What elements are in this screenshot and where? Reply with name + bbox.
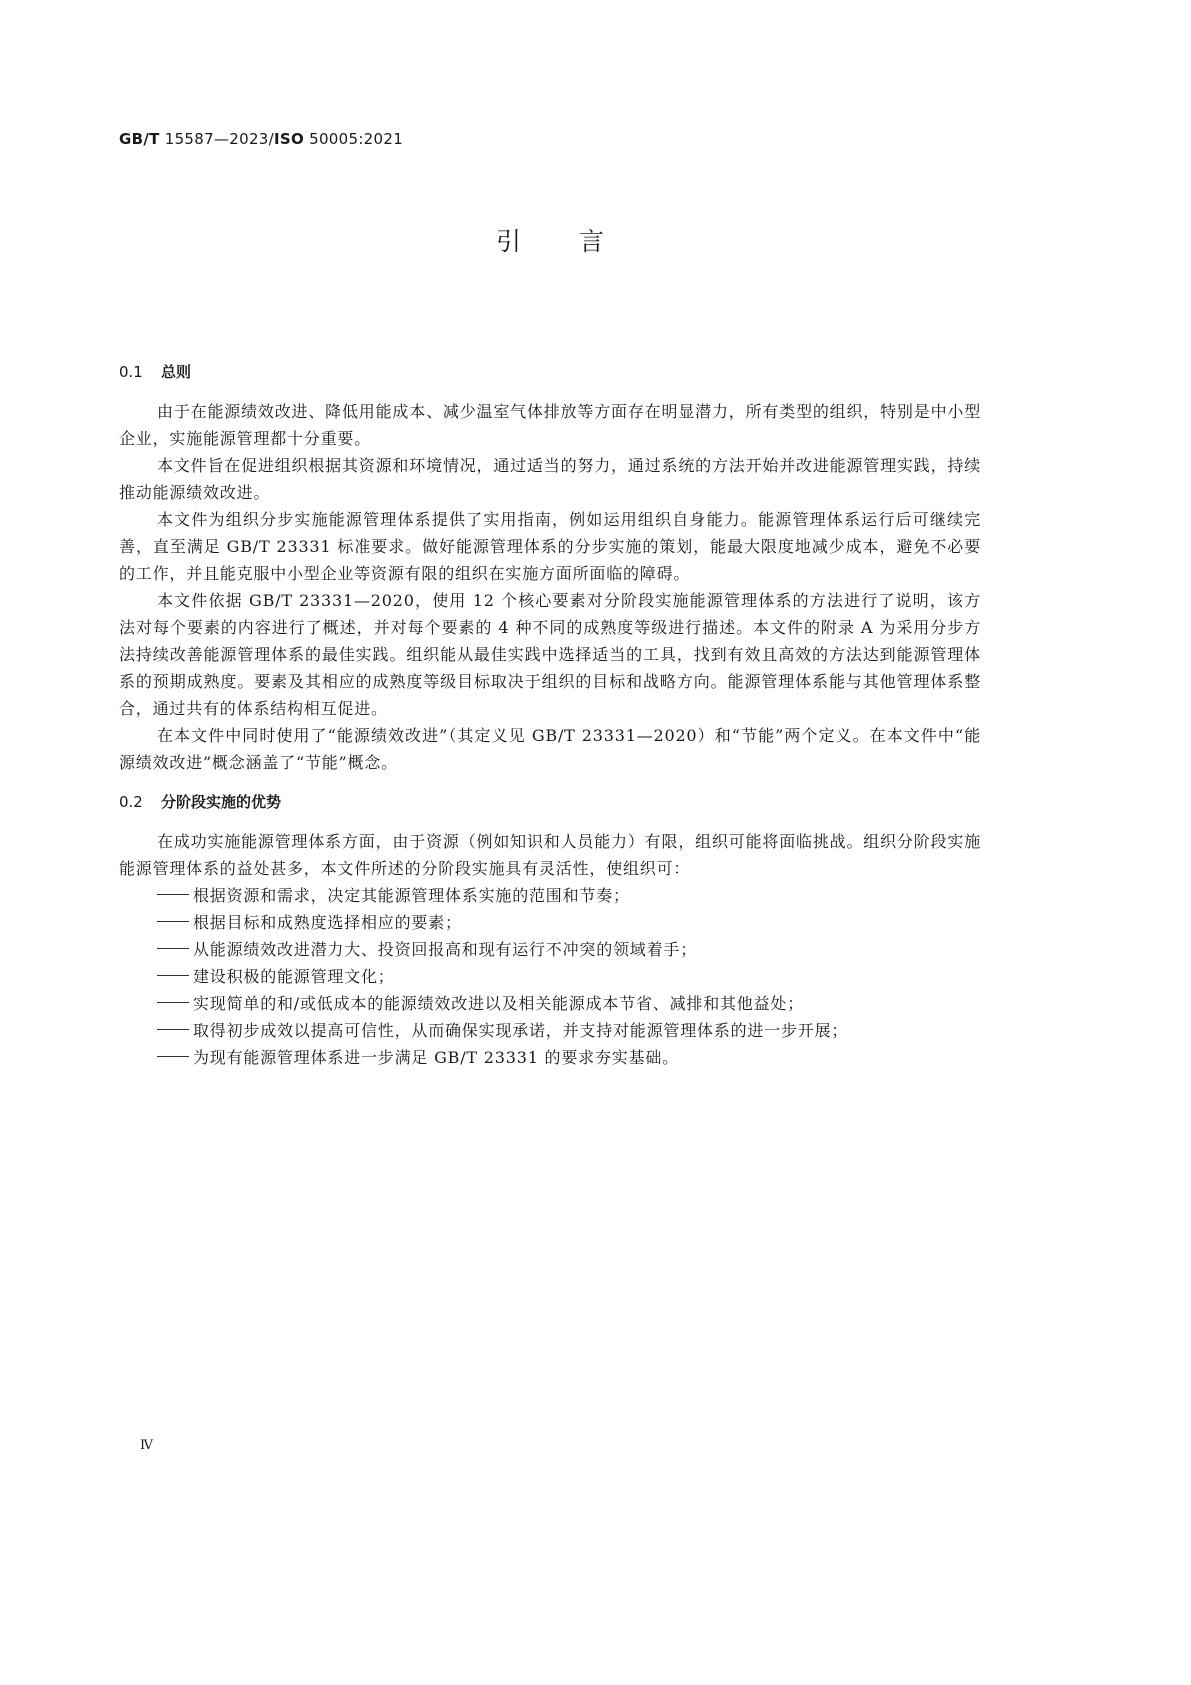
section-number: 0.2	[119, 793, 143, 811]
list-item-text: 从能源绩效改进潜力大、投资回报高和现有运行不冲突的领域着手；	[193, 940, 698, 959]
section-heading	[119, 790, 981, 814]
iso-number: 50005:2021	[309, 130, 404, 148]
list-item-text: 根据资源和需求，决定其能源管理体系实施的范围和节奏；	[193, 886, 630, 905]
list-item	[119, 1017, 981, 1044]
list-item	[119, 882, 981, 909]
section-title: 分阶段实施的优势	[161, 793, 282, 811]
em-dash-icon	[157, 948, 189, 949]
section-title: 总则	[161, 363, 192, 381]
list-item-text: 根据目标和成熟度选择相应的要素；	[193, 913, 462, 932]
paragraph: 在成功实施能源管理体系方面，由于资源（例如知识和人员能力）有限，组织可能将面临挑战。组织分阶段实施能源管理体系的益处甚多，本文件所述的分阶段实施具有灵活性，使组织可：	[119, 832, 981, 878]
list-item-text: 取得初步成效以提高可信性，从而确保实现承诺，并支持对能源管理体系的进一步开展；	[193, 1021, 849, 1040]
page-number: Ⅳ	[140, 1438, 153, 1453]
paragraph: 本文件依据 GB/T 23331—2020，使用 12 个核心要素对分阶段实施能源管理体系的方法进行了说明，该方法对每个要素的内容进行了概述，并对每个要素的 4 种不同的成熟度等级进行描述。本文件的附录 A 为采用分步方法持续改善能源管理体系的最佳实践。组织能从最佳实践中选择适当的工具，找到有效且高效的方法达到能源管理体系的预期成熟度。要素及其相应的成熟度等级目标取决于组织的目标和战略方向。能源管理体系能与其他管理体系整合，通过共有的体系结构相互促进。	[119, 591, 981, 718]
list-item-text: 实现简单的和/或低成本的能源绩效改进以及相关能源成本节省、减排和其他益处；	[193, 994, 804, 1013]
standard-prefix: GB/T	[119, 130, 160, 148]
paragraph: 在本文件中同时使用了“能源绩效改进”（其定义见 GB/T 23331—2020）和“节能”两个定义。在本文件中“能源绩效改进”概念涵盖了“节能”概念。	[119, 726, 981, 772]
list-item	[119, 963, 981, 990]
page-title: 引言	[495, 227, 662, 256]
paragraph: 本文件旨在促进组织根据其资源和环境情况，通过适当的努力，通过系统的方法开始并改进能源管理实践，持续推动能源绩效改进。	[119, 456, 981, 502]
iso-prefix: ISO	[273, 130, 305, 148]
document-body	[119, 360, 981, 1071]
list-item	[119, 909, 981, 936]
list-item	[119, 990, 981, 1017]
list-item	[119, 1044, 981, 1071]
list-item	[119, 936, 981, 963]
em-dash-icon	[157, 894, 189, 895]
section-general	[119, 360, 981, 776]
standard-number-header	[119, 130, 403, 148]
em-dash-icon	[157, 921, 189, 922]
section-number: 0.1	[119, 363, 143, 381]
em-dash-icon	[157, 1029, 189, 1030]
paragraph: 本文件为组织分步实施能源管理体系提供了实用指南，例如运用组织自身能力。能源管理体系运行后可继续完善，直至满足 GB/T 23331 标准要求。做好能源管理体系的分步实施的策划，能最大限度地减少成本，避免不必要的工作，并且能克服中小型企业等资源有限的组织在实施方面所面临的障碍。	[119, 510, 981, 583]
paragraph: 由于在能源绩效改进、降低用能成本、减少温室气体排放等方面存在明显潜力，所有类型的组织，特别是中小型企业，实施能源管理都十分重要。	[119, 402, 981, 448]
list-item-text: 建设积极的能源管理文化；	[193, 967, 395, 986]
em-dash-icon	[157, 1056, 189, 1057]
standard-number: 15587—2023/	[164, 130, 274, 148]
em-dash-icon	[157, 1002, 189, 1003]
section-heading	[119, 360, 981, 384]
list-item-text: 为现有能源管理体系进一步满足 GB/T 23331 的要求夯实基础。	[193, 1048, 679, 1067]
advantages-list	[119, 882, 981, 1071]
em-dash-icon	[157, 975, 189, 976]
section-advantages	[119, 790, 981, 1071]
